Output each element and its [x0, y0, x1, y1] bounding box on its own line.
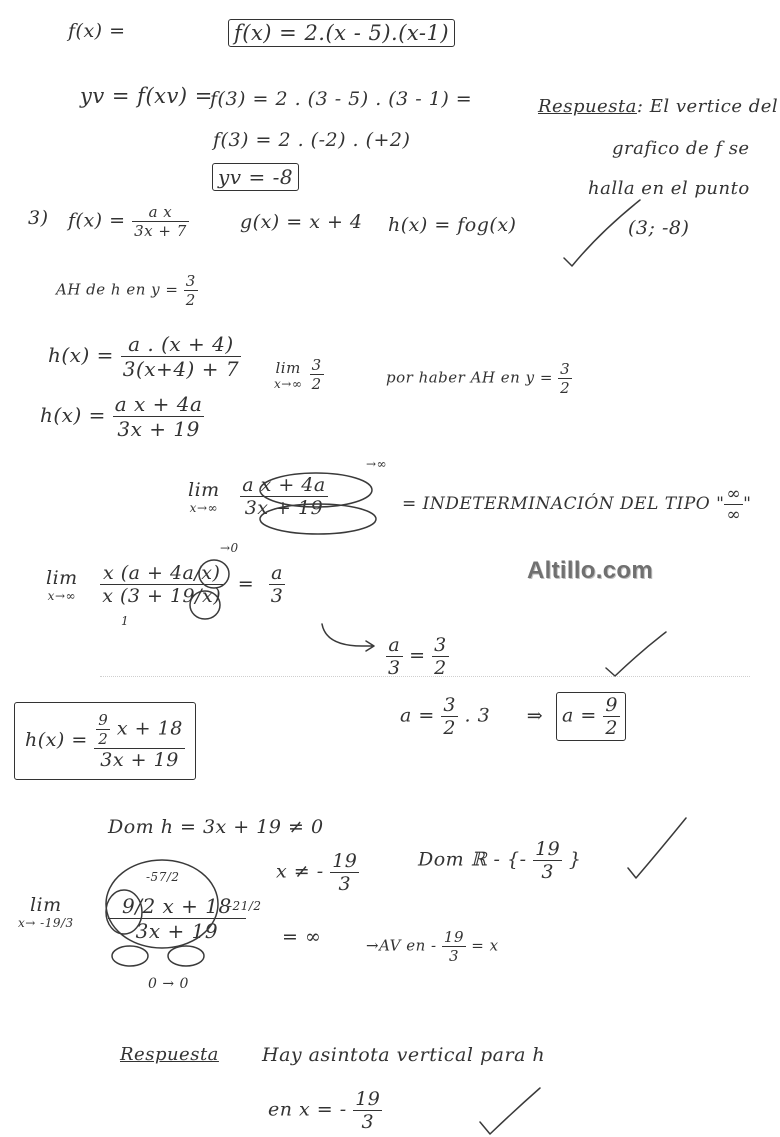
checkmark-icon	[628, 818, 686, 878]
f3-line1: f(3) = 2 . (3 - 5) . (3 - 1) =	[210, 88, 473, 110]
indet-close-quote: "	[743, 494, 752, 514]
circled-term	[106, 890, 142, 934]
h2-lhs: h(x) =	[40, 403, 106, 427]
eq1-right-num: 3	[434, 634, 447, 656]
a-result-den: 2	[605, 717, 618, 739]
yv-boxed: yv = -8	[212, 163, 299, 191]
g-definition: g(x) = x + 4	[240, 211, 363, 233]
av-note-right: -21/2	[228, 899, 262, 913]
h1-lhs: h(x) =	[48, 343, 114, 367]
av-den: 3x + 19	[135, 919, 219, 943]
indet-frac-den: ∞	[726, 505, 742, 525]
answer2-line1: Hay asintota vertical para h	[262, 1044, 546, 1066]
answer2-den: 3	[361, 1111, 375, 1133]
f-label: f(x) =	[68, 20, 126, 42]
problem-number: 3)	[28, 207, 49, 229]
lim-fac-word: lim	[46, 566, 78, 589]
eq1-left-num: a	[386, 634, 403, 657]
dom2-den: 3	[338, 873, 352, 895]
circled-numerator	[260, 473, 372, 507]
lim-fac-res-den: 3	[270, 585, 284, 607]
h-definition: h(x) = fog(x)	[388, 214, 517, 236]
reason-text: por haber AH en y =	[386, 368, 553, 387]
dom2-num: 19	[332, 850, 358, 872]
circled-term	[112, 946, 148, 966]
f3-line2: f(3) = 2 . (-2) . (+2)	[213, 129, 411, 151]
circled-term	[199, 560, 229, 588]
reason-den: 2	[560, 379, 571, 397]
domain-line1: Dom h = 3x + 19 ≠ 0	[108, 816, 324, 838]
answer2-title: Respuesta	[120, 1044, 219, 1065]
indet-frac-num: ∞	[726, 484, 742, 504]
av-note-bottom: 0 → 0	[148, 976, 189, 992]
lim-ind-sub: x→∞	[189, 500, 218, 515]
circled-numerator	[106, 860, 218, 948]
av-tail: = x	[471, 936, 499, 955]
checkmark-icon	[564, 200, 640, 266]
answer2-lhs: en x = -	[268, 1098, 347, 1121]
lim-fac-eq: =	[237, 572, 255, 595]
domset-den: 3	[541, 861, 554, 883]
h-final-coef-num: 9	[98, 711, 109, 729]
domset-num: 19	[535, 838, 561, 860]
answer2-num: 19	[355, 1088, 381, 1110]
h-final-coef-den: 2	[98, 730, 109, 748]
h-final-lhs: h(x) =	[25, 729, 88, 751]
answer1-line2: grafico de f se	[612, 138, 750, 159]
f-def-num: a x	[132, 203, 189, 222]
eq1-mid: =	[409, 644, 426, 667]
eq2-tail: . 3	[464, 704, 491, 727]
a-result-lhs: a =	[562, 704, 597, 727]
eq2-den: 2	[443, 717, 456, 739]
lim-ah-den: 2	[311, 375, 322, 393]
h2-den: 3x + 19	[117, 417, 200, 441]
lim-ind-den: 3x + 19	[244, 497, 324, 519]
circled-term	[168, 946, 204, 966]
h1-num: a . (x + 4)	[121, 332, 241, 357]
answer1-line3: halla en el punto	[588, 178, 750, 199]
yv-line: yv = f(xv) =	[80, 84, 213, 108]
eq1-right-den: 2	[434, 657, 447, 679]
av-lim-sub: x→ -19/3	[18, 916, 74, 930]
av-text: →AV en -	[366, 936, 437, 955]
av-note-top: -57/2	[146, 870, 180, 884]
lim-ah-word: lim	[275, 358, 301, 377]
f-boxed-formula: f(x) = 2.(x - 5).(x-1)	[228, 19, 455, 47]
av-lim-word: lim	[29, 894, 62, 916]
implies-arrow: ⇒	[526, 704, 544, 727]
altillo-watermark: Altillo.com	[527, 557, 653, 584]
h-final-num-tail: x + 18	[116, 717, 183, 740]
eq2-num: 3	[443, 694, 456, 716]
a-result-num: 9	[605, 694, 618, 716]
ah-num: 3	[185, 272, 196, 290]
answer1-line1: : El vertice del	[636, 96, 779, 117]
dom2-lhs: x ≠ -	[276, 860, 324, 883]
indet-text: = INDETERMINACIÓN DEL TIPO "	[402, 494, 725, 514]
lim-fac-num: x (a + 4a/x)	[100, 562, 223, 585]
lim-fac-sub: x→∞	[47, 588, 76, 603]
lim-ind-word: lim	[188, 478, 220, 501]
ah-den: 2	[185, 291, 196, 309]
lim-ah-num: 3	[311, 356, 322, 374]
lim-ah-sub: x→∞	[274, 376, 303, 391]
av-stmt-den: 3	[448, 947, 459, 965]
lim-fac-res-num: a	[269, 562, 286, 585]
av-num: 9/2 x + 18	[108, 894, 246, 919]
eq2-lhs: a =	[400, 704, 435, 727]
lim-ind-num: a x + 4a	[242, 474, 326, 496]
arrow-icon	[322, 624, 374, 651]
av-stmt-num: 19	[443, 928, 465, 946]
to-zero-note: →0	[220, 541, 239, 555]
reason-num: 3	[560, 360, 571, 378]
eq1-left-den: 3	[388, 657, 401, 679]
circled-denominator	[260, 504, 376, 534]
inf-note: →∞	[366, 457, 388, 471]
checkmark-icon	[606, 632, 666, 676]
av-result: = ∞	[282, 926, 322, 948]
one-note: 1	[121, 614, 130, 628]
answer1-line4: (3; -8)	[628, 217, 690, 239]
lim-fac-den: x (3 + 19/x)	[102, 585, 222, 607]
h-final-den: 3x + 19	[100, 749, 179, 771]
h2-num: a x + 4a	[114, 392, 203, 416]
h1-den: 3(x+4) + 7	[122, 357, 240, 381]
answer1-title: Respuesta	[538, 96, 637, 117]
checkmark-icon	[480, 1088, 540, 1134]
circled-term	[190, 591, 220, 619]
f-def-den: 3x + 7	[134, 222, 187, 240]
f-def-lhs: f(x) =	[68, 209, 126, 232]
domset-close: }	[568, 848, 582, 871]
domset-lhs: Dom ℝ - {-	[418, 848, 527, 871]
ah-text: AH de h en y =	[56, 280, 179, 299]
